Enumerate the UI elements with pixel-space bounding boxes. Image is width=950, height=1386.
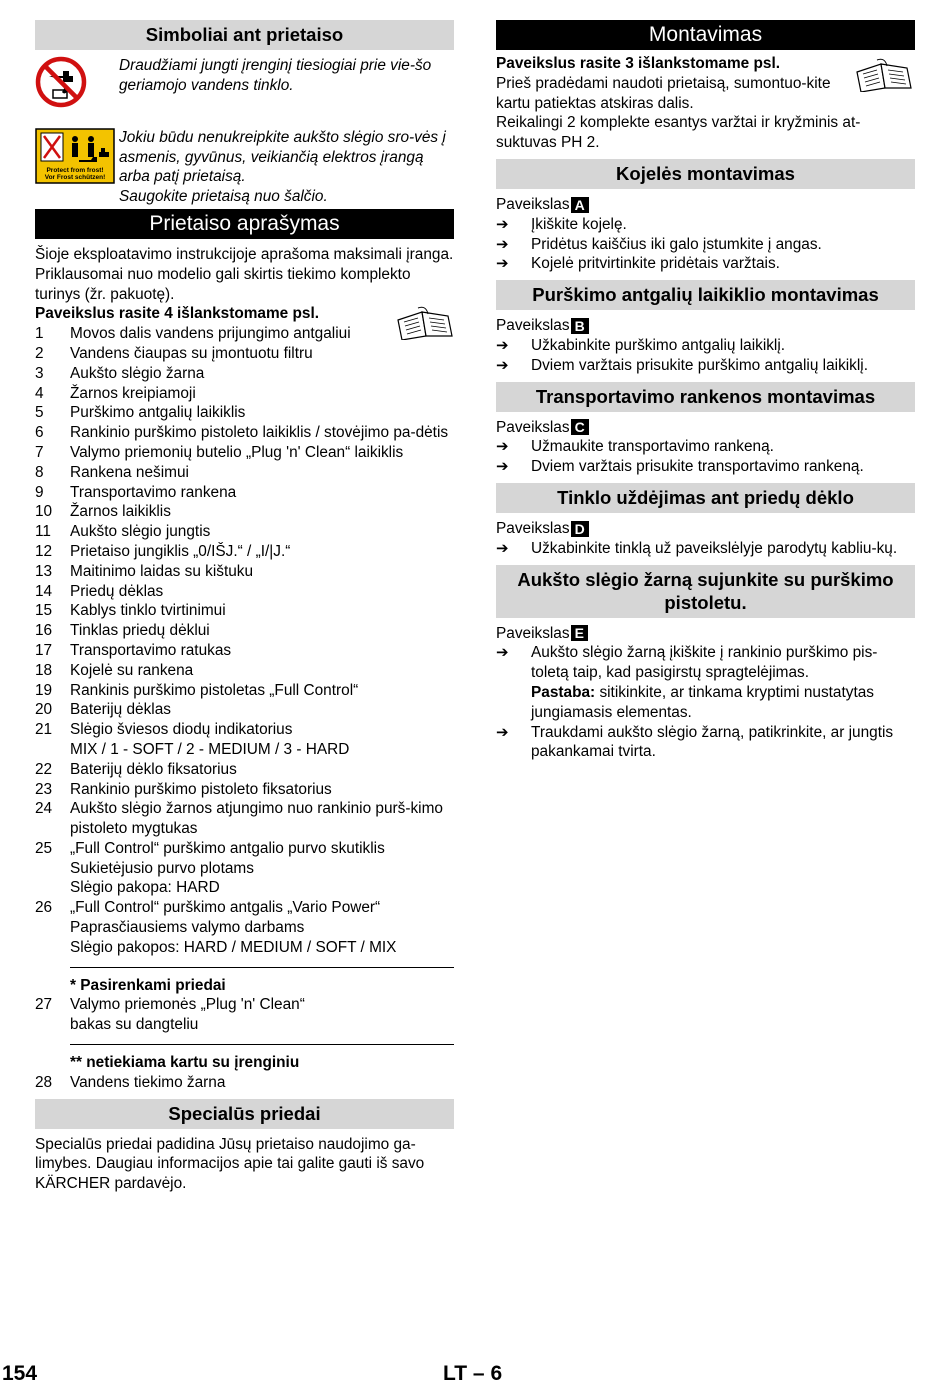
figure-letter-box: A	[571, 197, 589, 213]
frost-label-1: Protect from frost!	[46, 166, 104, 174]
list-item: 3 Aukšto slėgio žarna	[35, 364, 205, 382]
symbol1-text: Draudžiami jungti įrenginį tiesiogiai prie vie-šo geriamojo vandens tinklo.	[119, 57, 432, 94]
divider	[70, 1044, 454, 1045]
description-text: Šioje eksploatavimo instrukcijoje aprašoma maksimali įranga. Priklausomai nuo modelio gali skirtis tiekimo komplekto turinys (žr. pakuotę).	[35, 245, 454, 303]
arrow-icon: ➔	[496, 235, 509, 253]
list-item: 21 Slėgio šviesos diodų indikatorius	[35, 721, 293, 739]
list-item: ➔ Dviem varžtais prisukite transportavimo rankeną.	[496, 458, 864, 476]
list-item: 17 Transportavimo ratukas	[35, 641, 232, 659]
list-item: 18 Kojelė su rankena	[35, 661, 194, 679]
list-item: 7 Valymo priemonių butelio „Plug 'n' Clean“ laikiklis	[35, 443, 404, 461]
arrow-icon: ➔	[496, 215, 509, 233]
steps-list	[496, 336, 915, 376]
list-item: 13 Maitinimo laidas su kištuku	[35, 562, 254, 580]
list-item: 19 Rankinis purškimo pistoletas „Full Control“	[35, 681, 359, 699]
section-heading: Transportavimo rankenos montavimas	[496, 382, 915, 412]
arrow-icon: ➔	[496, 255, 509, 273]
list-item: ➔ Užmaukite transportavimo rankeną.	[496, 438, 774, 456]
list-item: 9 Transportavimo rankena	[35, 483, 237, 501]
steps-list	[496, 437, 915, 477]
mounting-text-1: Prieš pradėdami naudoti prietaisą, sumontuo-kite kartu patiektas atskiras dalis.	[496, 74, 831, 112]
list-item: 23 Rankinio purškimo pistoleto fiksatorius	[35, 780, 332, 798]
list-item: Slėgio pakopa: HARD	[70, 879, 220, 897]
list-item: Slėgio pakopos: HARD / MEDIUM / SOFT / MIX	[70, 938, 397, 956]
list-item: 4 Žarnos kreipiamoji	[35, 384, 196, 402]
list-item: 10 Žarnos laikiklis	[35, 503, 171, 521]
component-list	[35, 324, 454, 958]
list-item: 25 „Full Control“ purškimo antgalio purvo skutiklis	[35, 839, 385, 857]
figure-letter-box: E	[571, 625, 588, 641]
list-item: ➔ Įkiškite kojelę.	[496, 215, 627, 233]
high-pressure-warning-icon	[35, 128, 119, 190]
list-item: 14 Priedų dėklas	[35, 582, 164, 600]
not-supplied-title: ** netiekiama kartu su įrenginiu	[70, 1054, 300, 1072]
arrow-icon: ➔	[496, 458, 509, 476]
mounting-text-2: Reikalingi 2 komplekte esantys varžtai ir kryžminis at-suktuvas PH 2.	[496, 114, 861, 152]
list-item: 27 Valymo priemonės „Plug 'n' Clean“	[35, 996, 305, 1014]
hose-connect-heading: Aukšto slėgio žarną sujunkite su purškimo pistoletu.	[496, 565, 915, 618]
hose-steps	[496, 643, 915, 762]
list-item	[35, 1053, 454, 1073]
figure-label: Paveikslas A	[496, 195, 915, 215]
list-item: 6 Rankinio purškimo pistoleto laikiklis / stovėjimo pa-dėtis	[35, 424, 449, 442]
list-item: ➔ Kojelė pritvirtinkite pridėtais varžtais.	[496, 255, 780, 273]
list-item: ➔ Traukdami aukšto slėgio žarną, patikrinkite, ar jungtis pakankamai tvirta.	[496, 723, 894, 761]
arrow-icon: ➔	[496, 356, 509, 374]
list-item: 11 Aukšto slėgio jungtis	[35, 523, 211, 541]
arrow-icon: ➔	[496, 336, 509, 354]
symbols-heading: Simboliai ant prietaiso	[35, 20, 454, 50]
list-item: ➔ Užkabinkite purškimo antgalių laikiklį.	[496, 336, 786, 354]
list-item: ➔ Dviem varžtais prisukite purškimo antgalių laikiklį.	[496, 356, 868, 374]
list-item: ➔ Užkabinkite tinklą už paveikslėlyje parodytų kabliu-kų.	[496, 539, 898, 557]
list-item: 5 Purškimo antgalių laikiklis	[35, 404, 246, 422]
figure-label: Paveikslas C	[496, 418, 915, 438]
list-item	[35, 976, 454, 996]
right-column	[496, 20, 915, 764]
note-label: Pastaba:	[531, 683, 596, 701]
arrow-icon: ➔	[496, 644, 509, 662]
figure-letter-box: D	[571, 521, 589, 537]
symbol-row-no-drinking-water	[35, 56, 454, 114]
arrow-icon: ➔	[496, 539, 509, 557]
foldout-book-icon	[855, 58, 913, 98]
optional-accessories-list	[35, 976, 454, 1035]
special-accessories-text: Specialūs priedai padidina Jūsų prietaiso naudojimo ga-limybes. Daugiau informacijos apie tai galite gauti iš savo KÄRCHER pardavėjo.	[35, 1135, 425, 1193]
list-item: Paprasčiausiems valymo darbams	[70, 919, 305, 937]
symbol2-text2: Saugokite prietaisą nuo šalčio.	[119, 188, 328, 206]
list-item: 15 Kablys tinklo tvirtinimui	[35, 602, 226, 620]
steps-list	[496, 215, 915, 274]
list-item: Sukietėjusio purvo plotams	[70, 859, 254, 877]
divider	[70, 967, 454, 968]
list-item: 24 Aukšto slėgio žarnos atjungimo nuo rankinio purš-kimo pistoleto mygtukas	[35, 800, 443, 838]
symbol-row-high-pressure-warning	[35, 128, 454, 207]
list-item: 12 Prietaiso jungiklis „0/IŠJ.“ / „I/|J.“	[35, 542, 291, 560]
description-heading: Prietaiso aprašymas	[35, 209, 454, 239]
mounting-heading: Montavimas	[496, 20, 915, 50]
page-number: 154	[2, 1362, 38, 1385]
list-item: 26 „Full Control“ purškimo antgalis „Vario Power“	[35, 899, 381, 917]
optional-title: * Pasirenkami priedai	[70, 976, 226, 994]
list-item: 1 Movos dalis vandens prijungimo antgaliui	[35, 325, 351, 343]
mounting-sections	[496, 159, 915, 559]
figure-letter-box: B	[571, 318, 589, 334]
steps-list	[496, 539, 915, 559]
figure-label: Paveikslas B	[496, 316, 915, 336]
arrow-icon: ➔	[496, 723, 509, 741]
list-item: 28 Vandens tiekimo žarna	[35, 1073, 226, 1091]
no-drinking-water-icon	[35, 56, 119, 114]
figure-label: Paveikslas E	[496, 624, 915, 644]
list-item: 16 Tinklas priedų dėklui	[35, 622, 210, 640]
frost-label-2: Vor Frost schützen!	[44, 173, 106, 181]
section-heading: Tinklo uždėjimas ant priedų dėklo	[496, 483, 915, 513]
section-heading: Kojelės montavimas	[496, 159, 915, 189]
list-item: 22 Baterijų dėklo fiksatorius	[35, 760, 237, 778]
list-item: bakas su dangteliu	[70, 1016, 199, 1034]
list-item: 20 Baterijų dėklas	[35, 701, 171, 719]
language-page-label: LT – 6	[443, 1362, 503, 1385]
foldout-book-icon	[396, 306, 454, 346]
not-supplied-list	[35, 1053, 454, 1093]
list-item: 8 Rankena nešimui	[35, 463, 189, 481]
figure-letter-box: C	[571, 419, 589, 435]
list-item: ➔ Aukšto slėgio žarną įkiškite į rankinio purškimo pis-toletą taip, kad pasigirstų spragtelėjimas. Pastaba: sitikinkite, ar tinkama kryptimi nustatytas jungiamasis elementas.	[496, 644, 878, 721]
list-item: MIX / 1 - SOFT / 2 - MEDIUM / 3 - HARD	[70, 740, 350, 758]
figure-reference: Paveikslus rasite 4 išlankstomame psl.	[35, 305, 320, 323]
special-accessories-heading: Specialūs priedai	[35, 1099, 454, 1129]
arrow-icon: ➔	[496, 438, 509, 456]
symbol2-text: Jokiu būdu nenukreipkite aukšto slėgio sro-vės į asmenis, gyvūnus, veikiančią elektros įrangą arba patį prietaisą.	[119, 128, 446, 186]
left-column	[35, 20, 454, 1194]
list-item: 2 Vandens čiaupas su įmontuotu filtru	[35, 344, 313, 362]
list-item: ➔ Pridėtus kaiščius iki galo įstumkite į angas.	[496, 235, 822, 253]
section-heading: Purškimo antgalių laikiklio montavimas	[496, 280, 915, 310]
mounting-figure-reference: Paveikslus rasite 3 išlankstomame psl.	[496, 55, 781, 72]
figure-label: Paveikslas D	[496, 519, 915, 539]
